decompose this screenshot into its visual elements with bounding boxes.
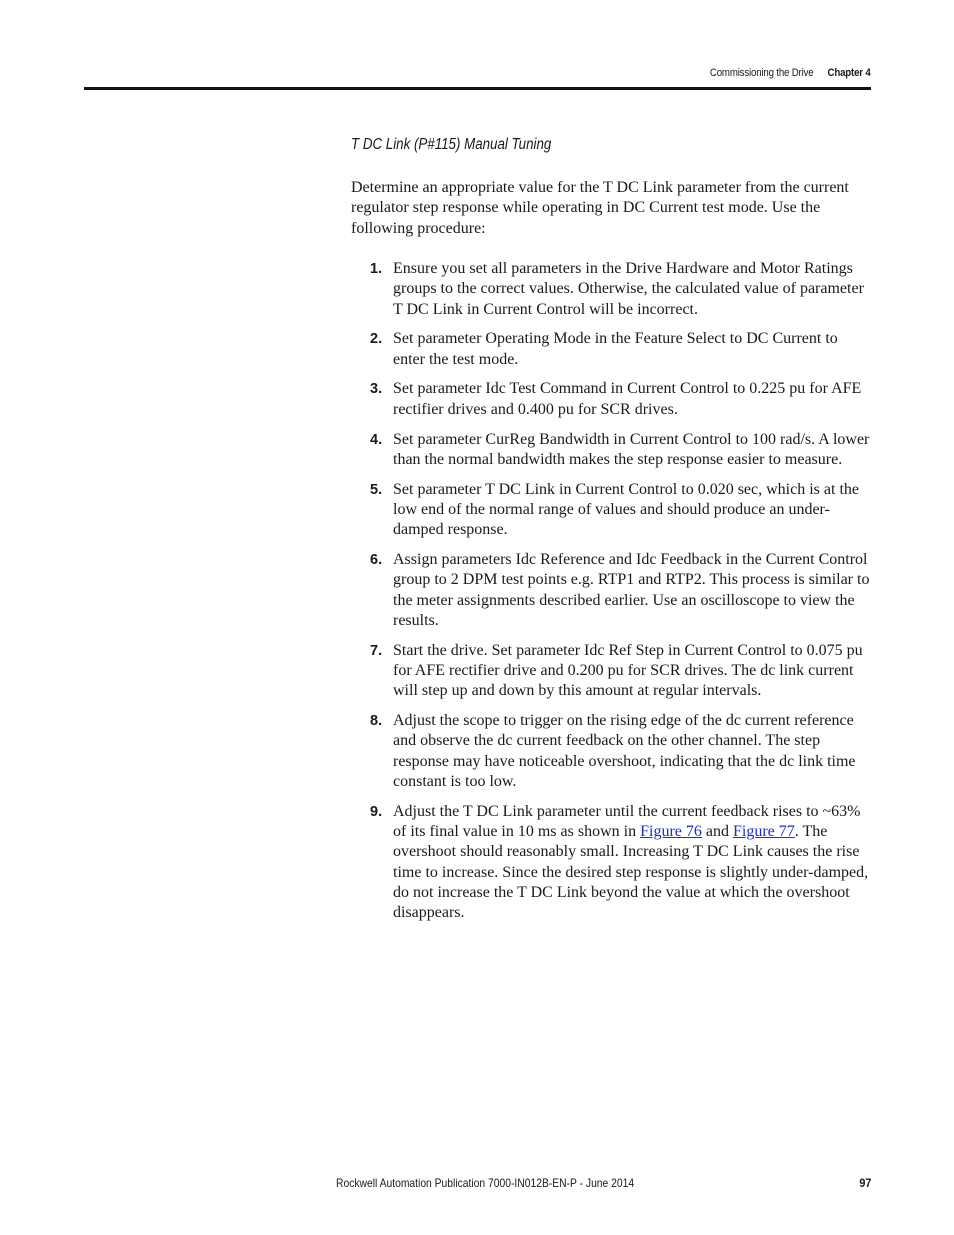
figure-77-link[interactable]: Figure 77	[732, 823, 795, 841]
list-item	[351, 550, 871, 631]
list-item	[351, 711, 871, 792]
page-header	[84, 66, 871, 90]
step-number: 7.	[370, 642, 383, 659]
step-number: 3.	[370, 381, 383, 398]
procedure-list	[351, 259, 871, 933]
step-text: Ensure you set all parameters in the Drive Hardware and Motor Ratings groups to the correct values. Otherwise, the calculated value of parameter T DC Link in Current Control will be incorrect.	[393, 260, 864, 318]
header-text	[710, 67, 871, 79]
list-item	[351, 259, 871, 320]
step-text: Assign parameters Idc Reference and Idc Feedback in the Current Control group to 2 DPM test points e.g. RTP1 and RTP2. This process is similar to the meter assignments described earlier. Use an oscilloscope to view the results.	[393, 551, 870, 629]
step-number: 9.	[370, 803, 383, 820]
step-text: Set parameter T DC Link in Current Control to 0.020 sec, which is at the low end of the normal range of values and should produce an under-damped response.	[393, 480, 859, 539]
step-text: Set parameter Operating Mode in the Feature Select to DC Current to enter the test mode.	[393, 330, 838, 368]
step-text	[393, 802, 871, 924]
step-number: 4.	[370, 431, 383, 448]
list-item	[351, 480, 871, 541]
list-item	[351, 802, 871, 924]
list-item	[351, 379, 871, 420]
section-title: T DC Link (P#115) Manual Tuning	[351, 136, 552, 153]
step-text: Start the drive. Set parameter Idc Ref Step in Current Control to 0.075 pu for AFE rectifier drive and 0.200 pu for SCR drives. The dc link current will step up and down by this amount at regular intervals.	[393, 641, 863, 700]
figure-76-link[interactable]: Figure 76	[640, 823, 702, 841]
step-number: 8.	[370, 713, 383, 730]
list-item	[351, 641, 871, 702]
step-number: 5.	[370, 481, 383, 498]
publication-info: Rockwell Automation Publication 7000-IN012B-EN-P - June 2014	[336, 1176, 635, 1190]
step-text-part: . The overshoot should reasonably small. Increasing T DC Link causes the rise time to increase. Since the desired step response is slightly under-damped, do not increase the T DC Link beyond the value at which the overshoot disappears.	[393, 823, 869, 922]
step-text: Set parameter Idc Test Command in Current Control to 0.225 pu for AFE rectifier drives and 0.400 pu for SCR drives.	[393, 380, 862, 418]
step-text-part: Adjust the T DC Link parameter until the current feedback rises to ~63% of its final value in 10 ms as shown in	[393, 802, 861, 841]
step-text: Adjust the scope to trigger on the rising edge of the dc current reference and observe the dc current feedback on the other channel. The step response may have noticeable overshoot, indicating that the dc link time constant is too low.	[393, 712, 856, 791]
step-number: 6.	[370, 552, 383, 569]
step-number: 1.	[370, 261, 383, 277]
step-number: 2.	[370, 331, 383, 348]
page-number: 97	[858, 1176, 871, 1190]
page-footer	[84, 1176, 871, 1194]
header-section: Commissioning the Drive	[710, 67, 814, 79]
list-item	[351, 430, 871, 471]
list-item	[351, 329, 871, 370]
step-text: Set parameter CurReg Bandwidth in Current Control to 100 rad/s. A lower than the normal bandwidth makes the step response easier to measure.	[393, 430, 870, 468]
header-chapter: Chapter 4	[827, 67, 871, 79]
intro-paragraph: Determine an appropriate value for the T DC Link parameter from the current regulator step response while operating in DC Current test mode. Use the following procedure:	[351, 179, 849, 237]
step-text-part: and	[701, 823, 733, 841]
